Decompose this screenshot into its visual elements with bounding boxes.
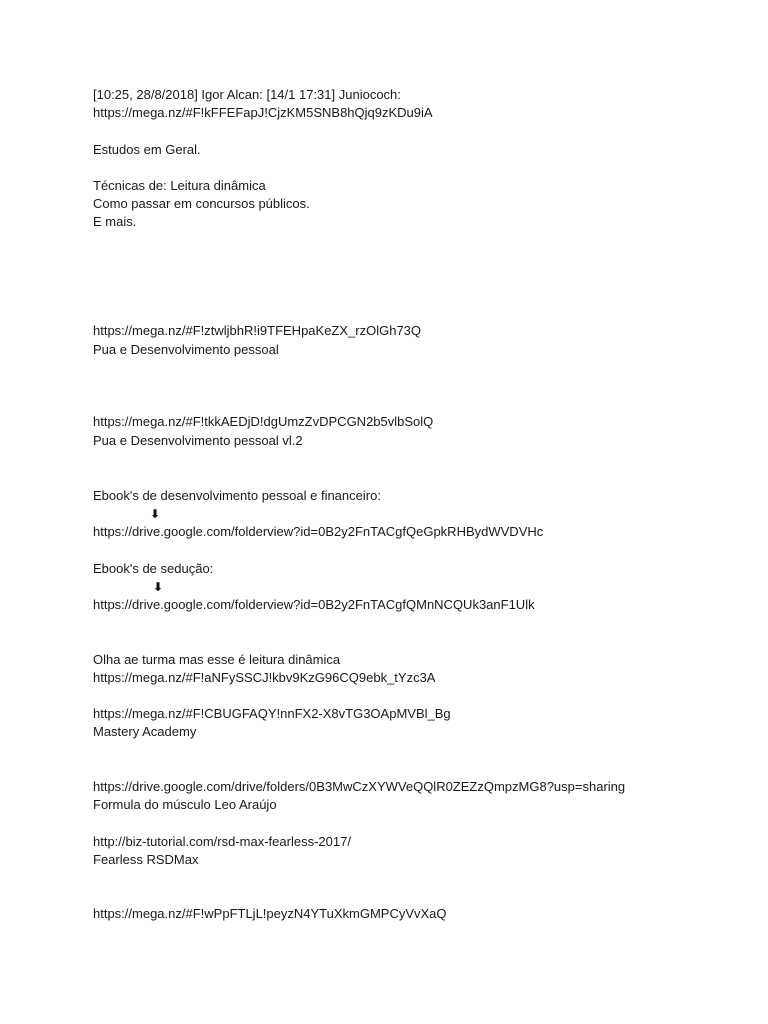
text-fearless: Fearless RSDMax	[93, 852, 199, 867]
drive-link-1[interactable]: https://drive.google.com/folderview?id=0B2y2FnTACgfQeGpkRHBydWVDVHc	[93, 524, 544, 539]
text-leitura-dinamica: Olha ae turma mas esse é leitura dinâmica	[93, 652, 341, 667]
text-mastery-academy: Mastery Academy	[93, 724, 197, 739]
text-concursos: Como passar em concursos públicos.	[93, 196, 310, 211]
mega-link-6[interactable]: https://mega.nz/#F!wPpFTLjL!peyzN4YTuXkmGMPCyVvXaQ	[93, 906, 447, 921]
arrow-down-icon: ⬇	[150, 507, 161, 521]
drive-link-3[interactable]: https://drive.google.com/drive/folders/0B3MwCzXYWVeQQlR0ZEZzQmpzMG8?usp=sharing	[93, 779, 626, 794]
text-tecnicas: Técnicas de: Leitura dinâmica	[93, 178, 266, 193]
chat-header-line: [10:25, 28/8/2018] Igor Alcan: [14/1 17:31] Juniococh:	[93, 87, 401, 102]
text-e-mais: E mais.	[93, 214, 137, 229]
text-ebooks-seducao: Ebook's de sedução:	[93, 561, 214, 576]
mega-link-5[interactable]: https://mega.nz/#F!CBUGFAQY!nnFX2-X8vTG3OApMVBl_Bg	[93, 706, 451, 721]
mega-link-4[interactable]: https://mega.nz/#F!aNFySSCJ!kbv9KzG96CQ9ebk_tYzc3A	[93, 670, 436, 685]
mega-link-3[interactable]: https://mega.nz/#F!tkkAEDjD!dgUmzZvDPCGN2b5vlbSolQ	[93, 414, 434, 429]
text-pua-2: Pua e Desenvolvimento pessoal vl.2	[93, 433, 303, 448]
text-estudos: Estudos em Geral.	[93, 142, 201, 157]
mega-link-2[interactable]: https://mega.nz/#F!ztwljbhR!i9TFEHpaKeZX_rzOlGh73Q	[93, 323, 422, 338]
biz-tutorial-link[interactable]: http://biz-tutorial.com/rsd-max-fearless-2017/	[93, 834, 351, 849]
arrow-down-icon: ⬇	[153, 580, 164, 594]
drive-link-2[interactable]: https://drive.google.com/folderview?id=0B2y2FnTACgfQMnNCQUk3anF1Ulk	[93, 597, 535, 612]
text-ebooks-financeiro: Ebook's de desenvolvimento pessoal e financeiro:	[93, 488, 381, 503]
text-formula-musculo: Formula do músculo Leo Araújo	[93, 797, 277, 812]
text-pua-1: Pua e Desenvolvimento pessoal	[93, 342, 279, 357]
mega-link-1[interactable]: https://mega.nz/#F!kFFEFapJ!CjzKM5SNB8hQjq9zKDu9iA	[93, 105, 433, 120]
